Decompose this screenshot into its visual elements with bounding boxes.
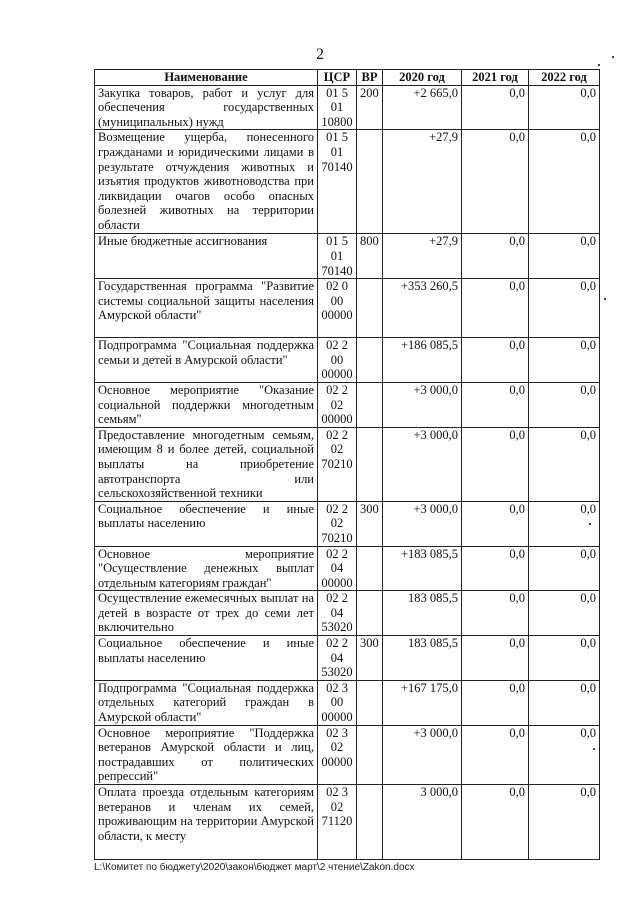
scan-speck <box>593 748 595 750</box>
row-csr-cell: 02 2 04 00000 <box>318 546 357 591</box>
row-2022-cell: 0,0 <box>529 130 600 234</box>
budget-table <box>94 69 600 860</box>
row-name-cell: Закупка товаров, работ и услуг для обеспечения государственных (муниципальных) нужд <box>95 85 318 130</box>
row-csr-cell: 02 2 02 00000 <box>318 382 357 427</box>
table-row <box>95 234 600 279</box>
row-2022-cell: 0,0 <box>529 546 600 591</box>
row-2020-cell: +353 260,5 <box>383 279 462 338</box>
row-2022-cell: 0,0 <box>529 338 600 383</box>
header-2022: 2022 год <box>529 70 600 86</box>
row-2020-cell: +27,9 <box>383 130 462 234</box>
row-csr-cell: 01 5 01 70140 <box>318 234 357 279</box>
row-2022-cell: 0,0 <box>529 279 600 338</box>
row-2020-cell: +186 085,5 <box>383 338 462 383</box>
row-2020-cell: +27,9 <box>383 234 462 279</box>
table-row <box>95 382 600 427</box>
table-row <box>95 85 600 130</box>
header-vr: ВР <box>357 70 383 86</box>
scan-speck <box>612 56 614 58</box>
row-csr-cell: 01 5 01 70140 <box>318 130 357 234</box>
row-2022-cell: 0,0 <box>529 234 600 279</box>
row-vr-cell <box>357 591 383 636</box>
row-2020-cell: +3 000,0 <box>383 382 462 427</box>
row-name-cell: Предоставление многодетным семьям, имеющим 8 и более детей, социальной выплаты на приобретение автотранспорта или сельскохозяйственной техники <box>95 427 318 501</box>
row-vr-cell <box>357 427 383 501</box>
row-name-cell: Оплата проезда отдельным категориям ветеранов и членам их семей, проживающим на территории Амурской области, к месту <box>95 785 318 860</box>
table-header-row <box>95 70 600 86</box>
row-2020-cell: +3 000,0 <box>383 725 462 784</box>
row-vr-cell <box>357 546 383 591</box>
row-2021-cell: 0,0 <box>462 85 529 130</box>
row-2021-cell: 0,0 <box>462 427 529 501</box>
row-2022-cell: 0,0 <box>529 680 600 725</box>
row-csr-cell: 02 3 02 71120 <box>318 785 357 860</box>
row-vr-cell <box>357 785 383 860</box>
scan-speck <box>598 64 600 66</box>
row-vr-cell <box>357 130 383 234</box>
row-name-cell: Основное мероприятие "Оказание социальной поддержки многодетным семьям" <box>95 382 318 427</box>
row-2021-cell: 0,0 <box>462 680 529 725</box>
row-2020-cell: 183 085,5 <box>383 591 462 636</box>
row-2021-cell: 0,0 <box>462 636 529 681</box>
scan-speck <box>604 298 606 300</box>
row-2022-cell: 0,0 <box>529 636 600 681</box>
row-csr-cell: 02 3 02 00000 <box>318 725 357 784</box>
row-name-cell: Возмещение ущерба, понесенного гражданами и юридическими лицами в результате отчуждения животных и изъятия продуктов животноводства при ликвидации очагов особо опасных болезней животных на территории области <box>95 130 318 234</box>
row-2021-cell: 0,0 <box>462 591 529 636</box>
row-2022-cell: 0,0 <box>529 591 600 636</box>
row-vr-cell: 800 <box>357 234 383 279</box>
row-name-cell: Социальное обеспечение и иные выплаты населению <box>95 636 318 681</box>
row-vr-cell: 200 <box>357 85 383 130</box>
table-row <box>95 680 600 725</box>
row-2021-cell: 0,0 <box>462 785 529 860</box>
row-vr-cell: 300 <box>357 636 383 681</box>
table-row <box>95 427 600 501</box>
row-2021-cell: 0,0 <box>462 501 529 546</box>
row-2020-cell: +183 085,5 <box>383 546 462 591</box>
row-2022-cell: 0,0 <box>529 785 600 860</box>
table-row <box>95 785 600 860</box>
row-csr-cell: 02 2 02 70210 <box>318 427 357 501</box>
scan-speck <box>589 523 591 525</box>
header-name: Наименование <box>95 70 318 86</box>
row-2022-cell: 0,0 <box>529 427 600 501</box>
row-2021-cell: 0,0 <box>462 130 529 234</box>
row-2022-cell: 0,0 <box>529 382 600 427</box>
row-2020-cell: 183 085,5 <box>383 636 462 681</box>
row-2020-cell: +3 000,0 <box>383 501 462 546</box>
row-2021-cell: 0,0 <box>462 279 529 338</box>
row-2021-cell: 0,0 <box>462 338 529 383</box>
row-csr-cell: 02 2 04 53020 <box>318 636 357 681</box>
row-csr-cell: 01 5 01 10800 <box>318 85 357 130</box>
row-vr-cell <box>357 382 383 427</box>
row-vr-cell: 300 <box>357 501 383 546</box>
row-vr-cell <box>357 680 383 725</box>
row-2021-cell: 0,0 <box>462 234 529 279</box>
table-row <box>95 546 600 591</box>
header-csr: ЦСР <box>318 70 357 86</box>
row-name-cell: Основное мероприятие "Осуществление денежных выплат отдельным категориям граждан" <box>95 546 318 591</box>
header-2021: 2021 год <box>462 70 529 86</box>
table-row <box>95 501 600 546</box>
table-row <box>95 591 600 636</box>
row-2022-cell: 0,0 <box>529 725 600 784</box>
row-2022-cell: 0,0 <box>529 85 600 130</box>
row-name-cell: Государственная программа "Развитие системы социальной защиты населения Амурской области" <box>95 279 318 338</box>
table-row <box>95 725 600 784</box>
header-2020: 2020 год <box>383 70 462 86</box>
row-name-cell: Осуществление ежемесячных выплат на детей в возрасте от трех до семи лет включительно <box>95 591 318 636</box>
table-row <box>95 130 600 234</box>
row-csr-cell: 02 2 02 70210 <box>318 501 357 546</box>
row-csr-cell: 02 2 04 53020 <box>318 591 357 636</box>
row-2020-cell: +2 665,0 <box>383 85 462 130</box>
row-csr-cell: 02 3 00 00000 <box>318 680 357 725</box>
row-name-cell: Социальное обеспечение и иные выплаты населению <box>95 501 318 546</box>
row-vr-cell <box>357 279 383 338</box>
row-csr-cell: 02 0 00 00000 <box>318 279 357 338</box>
table-row <box>95 338 600 383</box>
row-name-cell: Основное мероприятие "Поддержка ветеранов Амурской области и лиц, пострадавших от политических репрессий" <box>95 725 318 784</box>
table-row <box>95 279 600 338</box>
row-csr-cell: 02 2 00 00000 <box>318 338 357 383</box>
row-name-cell: Иные бюджетные ассигнования <box>95 234 318 279</box>
table-row <box>95 636 600 681</box>
file-path-footer: L:\Комитет по бюджету\2020\закон\бюджет март\2 чтение\Zakon.docx <box>94 862 415 873</box>
row-2020-cell: 3 000,0 <box>383 785 462 860</box>
row-2021-cell: 0,0 <box>462 546 529 591</box>
row-2020-cell: +3 000,0 <box>383 427 462 501</box>
row-vr-cell <box>357 338 383 383</box>
row-2021-cell: 0,0 <box>462 725 529 784</box>
row-name-cell: Подпрограмма "Социальная поддержка отдельных категорий граждан в Амурской области" <box>95 680 318 725</box>
page-number: 2 <box>316 46 324 63</box>
row-2020-cell: +167 175,0 <box>383 680 462 725</box>
row-vr-cell <box>357 725 383 784</box>
row-2022-cell: 0,0 <box>529 501 600 546</box>
row-2021-cell: 0,0 <box>462 382 529 427</box>
row-name-cell: Подпрограмма "Социальная поддержка семьи и детей в Амурской области" <box>95 338 318 383</box>
